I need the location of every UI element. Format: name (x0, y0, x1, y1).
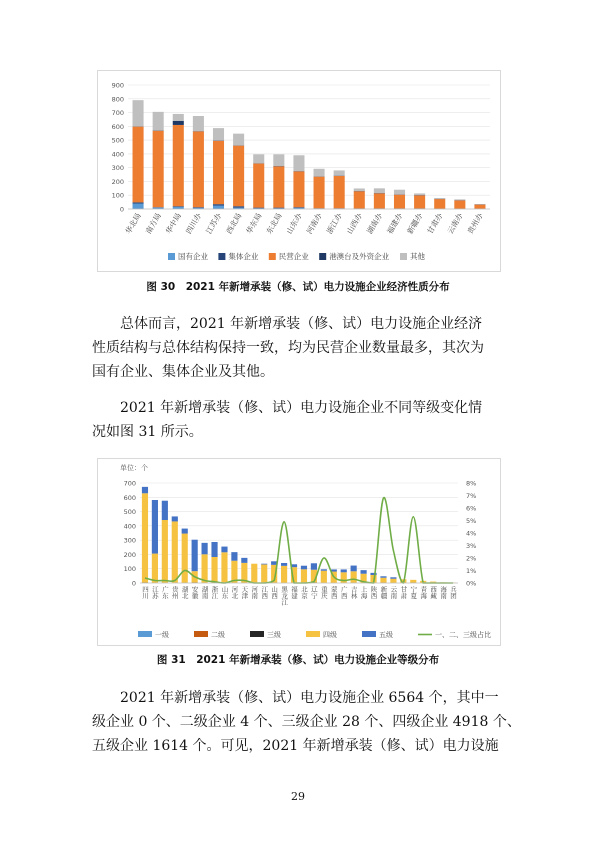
y2-tick-label: 4% (466, 529, 477, 538)
x-tick-label: 山西 (270, 586, 279, 599)
bar-segment (354, 188, 365, 190)
x-tick-label: 广东 (160, 586, 169, 599)
bar-segment (173, 125, 184, 206)
bar-segment (152, 554, 158, 583)
x-tick-label: 陕西 (369, 586, 378, 599)
x-tick-label: 湖南办 (365, 211, 385, 236)
y-tick-label: 500 (111, 136, 124, 145)
x-tick-label: 河南 (250, 586, 259, 599)
x-tick-label: 江苏 (150, 586, 159, 599)
bar-segment (152, 500, 158, 554)
x-tick-label: 吉林 (349, 586, 358, 599)
y-tick-label: 700 (123, 479, 136, 488)
paragraph-line: 国有企业、集体企业及其他。 (92, 364, 274, 380)
y-tick-label: 0 (131, 579, 136, 588)
legend-label: 集体企业 (228, 252, 259, 261)
x-tick-label: 江苏办 (204, 211, 224, 236)
paragraph-line: 况如图 31 所示。 (92, 424, 203, 440)
y2-tick-label: 2% (466, 554, 477, 563)
bar-segment (182, 534, 188, 583)
bar-segment (311, 563, 317, 569)
x-tick-label: 安徽 (190, 586, 199, 599)
legend-swatch (168, 253, 175, 260)
x-tick-label: 四川办 (184, 211, 204, 236)
bar-segment (321, 571, 327, 583)
x-tick-label: 海南 (439, 586, 448, 599)
bar-segment (172, 521, 178, 582)
x-tick-label: 山东办 (284, 211, 304, 236)
y2-tick-label: 5% (466, 517, 477, 525)
x-tick-label: 甘肃 (399, 586, 408, 599)
bar-segment (213, 204, 224, 205)
x-tick-label: 河南办 (304, 211, 324, 236)
paragraph-grade-summary (92, 686, 521, 758)
bar-segment (133, 127, 144, 203)
y-tick-label: 100 (111, 191, 124, 200)
legend-swatch (306, 631, 320, 637)
bar-segment (213, 206, 224, 209)
bar-segment (231, 552, 237, 561)
x-tick-label: 甘肃办 (425, 211, 445, 236)
x-tick-label: 广西 (339, 586, 348, 599)
bar-segment (301, 569, 307, 583)
bar-segment (390, 577, 396, 578)
x-tick-label: 山东 (220, 586, 229, 599)
bar-segment (454, 199, 465, 200)
bar-segment (334, 170, 345, 175)
bar-segment (380, 576, 386, 577)
bar-segment (173, 206, 184, 207)
bar-segment (341, 572, 347, 583)
x-tick-label: 黑龙江 (280, 586, 289, 606)
bar-segment (162, 520, 168, 583)
y2-tick-label: 6% (466, 504, 477, 513)
bar-segment (261, 564, 267, 565)
legend-label: 一、二、三级占比 (435, 631, 491, 639)
bar-segment (293, 171, 304, 207)
x-tick-label: 兵团 (449, 586, 458, 599)
bar-segment (261, 564, 267, 583)
bar-segment (273, 166, 284, 207)
y2-tick-label: 1% (466, 567, 477, 575)
bar-segment (380, 578, 386, 583)
bar-segment (202, 554, 208, 583)
x-tick-label: 江西 (260, 586, 269, 599)
bar-segment (474, 205, 485, 209)
y-tick-label: 200 (123, 550, 136, 559)
economic-nature-chart (97, 70, 501, 272)
legend-swatch (319, 253, 326, 260)
legend-swatch (218, 253, 225, 260)
x-tick-label: 云南 (389, 586, 398, 599)
x-tick-label: 青海 (419, 586, 428, 599)
bar-segment (273, 208, 284, 209)
x-tick-label: 辽宁 (309, 586, 318, 599)
bar-segment (211, 542, 217, 557)
y-tick-label: 700 (111, 109, 124, 118)
bar-segment (153, 131, 164, 207)
x-tick-label: 浙江 (210, 586, 219, 599)
bar-segment (192, 540, 198, 571)
bar-segment (233, 134, 244, 146)
y-tick-label: 600 (123, 493, 136, 502)
bar-segment (314, 177, 325, 209)
bar-segment (253, 154, 264, 163)
x-tick-label: 贵州 (170, 586, 179, 599)
legend-swatch (400, 253, 407, 260)
bar-segment (142, 493, 148, 582)
bar-segment (173, 114, 184, 121)
x-tick-label: 西北局 (224, 211, 244, 236)
x-tick-label: 山西办 (344, 211, 365, 236)
bar-segment (133, 100, 144, 126)
legend-label: 一级 (155, 631, 169, 639)
grade-distribution-chart (97, 458, 501, 646)
bar-segment (193, 131, 204, 207)
bar-segment (351, 571, 357, 582)
economic-nature-chart-svg (98, 71, 500, 271)
legend-swatch (194, 631, 208, 637)
legend-label: 民营企业 (278, 252, 309, 261)
y-tick-label: 500 (123, 508, 136, 517)
bar-segment (454, 200, 465, 208)
bar-segment (241, 558, 247, 563)
bar-segment (193, 207, 204, 208)
bar-segment (354, 191, 365, 208)
bar-segment (182, 529, 188, 534)
x-tick-label: 蒙西 (329, 586, 338, 599)
bar-segment (142, 487, 148, 493)
paragraph-line: 2021 年新增承装（修、试）电力设施企业不同等级变化情 (120, 400, 483, 416)
x-tick-label: 宁夏 (409, 586, 418, 599)
x-tick-label: 贵州办 (465, 211, 485, 236)
figure-31-caption: 图 31 2021 年新增承装（修、试）电力设施企业等级分布 (156, 654, 440, 666)
legend-label: 二级 (211, 631, 225, 639)
bar-segment (390, 579, 396, 583)
y-tick-label: 900 (111, 81, 124, 90)
paragraph-line: 级企业 0 个、二级企业 4 个、三级企业 28 个、四级企业 4918 个、 (92, 714, 521, 730)
bar-segment (253, 164, 264, 208)
legend-label: 四级 (323, 631, 337, 639)
bar-segment (394, 190, 405, 195)
bar-segment (281, 566, 287, 583)
y-tick-label: 300 (111, 164, 124, 173)
bar-segment (172, 516, 178, 521)
x-tick-label: 西藏 (429, 586, 438, 599)
unit-label: 单位：个 (120, 464, 148, 472)
bar-segment (211, 557, 217, 583)
bar-segment (253, 208, 264, 209)
x-tick-label: 湖南 (200, 586, 209, 599)
y-tick-label: 800 (111, 95, 124, 104)
y2-tick-label: 3% (466, 542, 477, 550)
x-tick-label: 上海 (359, 586, 368, 599)
x-tick-label: 北京 (299, 586, 308, 599)
bar-segment (233, 206, 244, 207)
bar-segment (213, 141, 224, 204)
bar-segment (314, 169, 325, 177)
x-tick-label: 南方局 (143, 211, 163, 236)
x-tick-label: 天津 (240, 586, 249, 599)
x-tick-label: 华中局 (163, 211, 184, 236)
bar-segment (410, 580, 416, 583)
bar-segment (361, 570, 367, 574)
bar-segment (281, 563, 287, 566)
x-tick-label: 福建办 (385, 211, 405, 236)
grade-distribution-chart-svg (98, 459, 500, 645)
legend-label: 国有企业 (178, 252, 208, 261)
x-tick-label: 四川 (140, 586, 149, 599)
legend-swatch (362, 631, 376, 637)
x-tick-label: 重庆 (319, 586, 328, 599)
x-tick-label: 华北局 (123, 211, 143, 236)
legend-label: 其他 (410, 252, 425, 261)
bar-segment (193, 116, 204, 131)
bar-segment (202, 543, 208, 554)
bar-segment (414, 193, 425, 195)
bar-segment (221, 552, 227, 583)
bar-segment (162, 501, 168, 520)
page-number: 29 (291, 790, 305, 803)
bar-segment (374, 188, 385, 193)
bar-segment (293, 207, 304, 208)
bar-segment (133, 202, 144, 203)
x-tick-label: 浙江办 (324, 211, 344, 236)
bar-segment (273, 154, 284, 166)
x-tick-label: 云南办 (445, 211, 465, 236)
legend-swatch (250, 631, 264, 637)
bar-segment (351, 566, 357, 572)
bar-segment (173, 121, 184, 125)
paragraph-line: 性质结构与总体结构保持一致，均为民营企业数量最多，其次为 (92, 340, 484, 356)
bar-segment (334, 176, 345, 208)
bar-segment (293, 155, 304, 171)
y-tick-label: 0 (119, 205, 124, 214)
y2-tick-label: 0% (466, 579, 477, 588)
paragraph-line: 2021 年新增承装（修、试）电力设施企业 6564 个，其中一 (120, 690, 499, 706)
paragraph-overall (92, 312, 506, 384)
bar-segment (133, 203, 144, 209)
y-tick-label: 300 (123, 536, 136, 545)
bar-segment (341, 569, 347, 572)
x-tick-label: 河北 (230, 586, 239, 599)
x-tick-label: 湖北 (180, 586, 189, 599)
y2-tick-label: 7% (466, 492, 477, 500)
paragraph-grade-intro (92, 396, 506, 444)
bar-segment (301, 566, 307, 570)
bar-segment (233, 146, 244, 207)
bar-segment (221, 547, 227, 553)
y-tick-label: 200 (111, 177, 124, 186)
bar-segment (394, 195, 405, 209)
legend-label: 三级 (267, 631, 281, 639)
y-tick-label: 600 (111, 122, 124, 131)
paragraph-line: 五级企业 1614 个。可见，2021 年新增承装（修、试）电力设施 (92, 738, 499, 754)
x-tick-label: 东北局 (264, 211, 284, 236)
bar-segment (434, 198, 445, 199)
figure-30-caption: 图 30 2021 年新增承装（修、试）电力设施企业经济性质分布 (146, 281, 450, 293)
legend-label: 五级 (379, 631, 393, 639)
y-tick-label: 100 (123, 565, 136, 574)
x-tick-label: 华东局 (244, 211, 264, 236)
bar-segment (321, 569, 327, 570)
y-tick-label: 400 (111, 150, 124, 159)
legend-swatch (138, 631, 152, 637)
bar-segment (374, 193, 385, 208)
x-tick-label: 新疆 (379, 586, 388, 599)
bar-segment (251, 564, 257, 583)
bar-segment (434, 199, 445, 209)
legend-swatch (269, 253, 276, 260)
x-tick-label: 新疆办 (405, 211, 425, 236)
paragraph-line: 总体而言，2021 年新增承装（修、试）电力设施企业经济 (120, 316, 483, 332)
bar-segment (153, 112, 164, 131)
bar-segment (414, 195, 425, 208)
y2-tick-label: 8% (466, 479, 477, 488)
y-tick-label: 400 (123, 522, 136, 531)
legend-label: 港澳台及外资企业 (329, 252, 390, 261)
x-tick-label: 福建 (290, 586, 299, 599)
bar-segment (213, 128, 224, 140)
